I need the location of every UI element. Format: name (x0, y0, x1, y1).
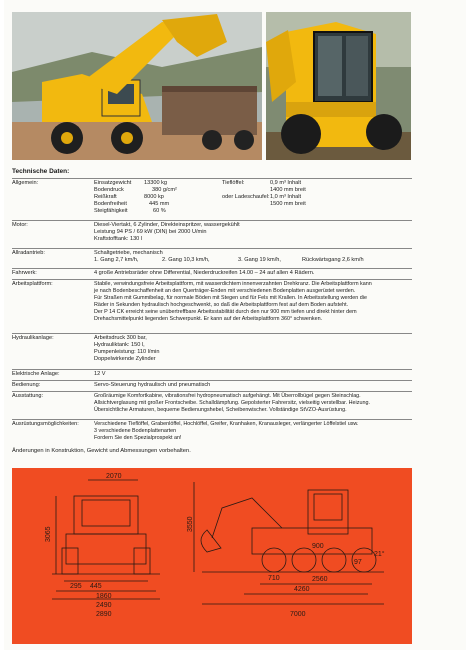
excavator-loading-truck-photo (12, 12, 262, 160)
row-ausruestung: Ausrüstungsmöglichkeiten: Verschiedene Tieflöffel, Grabenlöffel, Hochlöffel, Greifer, Kranhaken, Kranausleger, verlängerter Löffelstiel usw. 3 verschiedene Bodenplattenarten Fordern Sie den Spezialprospekt an! (12, 419, 412, 446)
excavator-cabin-closeup-photo (266, 12, 411, 160)
dim-front-445: 445 (90, 583, 102, 590)
front-view-drawing (52, 480, 160, 599)
dim-side-710: 710 (268, 575, 280, 582)
side-view-drawing (194, 482, 384, 604)
disclaimer-note: Änderungen in Konstruktion, Gewicht und Abmessungen vorbehalten. (12, 448, 191, 454)
dim-front-2890: 2890 (96, 611, 112, 618)
row-bedienung: Bedienung: Servo-Steuerung hydraulisch und pneumatisch (12, 380, 412, 391)
dim-front-2490: 2490 (96, 602, 112, 609)
row-elektrik: Elektrische Anlage: 12 V (12, 369, 412, 380)
dim-side-900: 900 (312, 543, 324, 550)
dim-front-height: 3065 (45, 526, 52, 542)
brochure-page (4, 0, 466, 650)
row-fahrwerk: Fahrwerk: 4 große Antriebsräder ohne Differential, Niederdruckreifen 14.00 – 24 auf allen 4 Rädern. (12, 268, 412, 279)
dim-side-7000: 7000 (290, 611, 306, 618)
row-allradantrieb: Allradantrieb: Schaltgetriebe, mechanisch 1. Gang 2,7 km/h, 2. Gang 10,3 km/h, 3. Gang 19 km/h, Rückwärtsgang 2,6 km/h (12, 248, 412, 268)
dim-side-4260: 4260 (294, 586, 310, 593)
row-ausstattung: Ausstattung: Großräumige Komfortkabine, vibrationsfrei hydropneumatisch aufgehängt. Mit Überrollbügel gegen Steinschlag. Allsichtverglasung mit großer Frontscheibe. Schalldämpfung. Gepolsterter Fahrersitz, vielseitig verstellbar. Heizung. Übersichtliche Armaturen, bequeme Bedienungshebel, Scheibenwischer. Vollständige StVZO-Ausrüstung. (12, 391, 412, 418)
dim-side-97: 97 (354, 559, 362, 566)
dimension-drawing-panel (12, 468, 412, 644)
row-arbeitsplattform: Arbeitsplattform: Stabile, verwindungsfreie Arbeitsplattform, mit wasserdichtem innenverzahnten Drehkranz. Die Arbeitsplattform kann je nach Bodenbeschaffenheit an den Querträger-Enden mit verschiedenen Bodenplatten ausgerüstet werden. Für Straßen mit Gummibelag, für normale Böden mit Stegen und für Fels mit Krallen. In Arbeitsstellung werden die Räder in Sekunden hydraulisch hochgeschwenkt, so daß die Arbeitsplattform fest auf dem Boden aufsteht. Der P 14 CK erreicht seine unübertreffbare Arbeitsstabilität durch den nur 900 mm tiefen und direkt hinter dem Drehachsmittelpunkt liegenden Schwerpunkt. Er kann auf der Arbeitsplattform 360° schwenken. (12, 279, 412, 332)
dim-side-2560: 2560 (312, 576, 328, 583)
row-allgemein: Allgemein: Einsatzgewicht Bodendruck Reißkraft Bodenfreiheit Steigfähigkeit 13300 kg 380 g/cm² 8000 kp 445 mm 60 % Tieflöffel: oder Ladeschaufel: 0,9 m³ Inhalt 1400 mm breit 1,0 m³ Inhalt 1500 mm breit (12, 178, 412, 221)
row-motor: Motor: Diesel-Viertakt, 6 Zylinder, Direkteinspritzer, wassergekühlt Leistung 94 PS / 69 kW (DIN) bei 2000 U/min Kraftstofftank: 130 l (12, 220, 412, 247)
dim-front-top: 2070 (106, 473, 122, 480)
dim-front-1860: 1860 (96, 593, 112, 600)
dim-side-angle: 21° (374, 551, 385, 558)
dim-front-295: 295 (70, 583, 82, 590)
dim-side-height: 3550 (187, 516, 194, 532)
row-hydraulikanlage: Hydraulikanlage: Arbeitsdruck 300 bar, Hydrauliktank: 150 l, Pumpenleistung: 110 l/min Doppelwirkende Zylinder (12, 333, 412, 368)
section-title: Technische Daten: (12, 168, 70, 175)
